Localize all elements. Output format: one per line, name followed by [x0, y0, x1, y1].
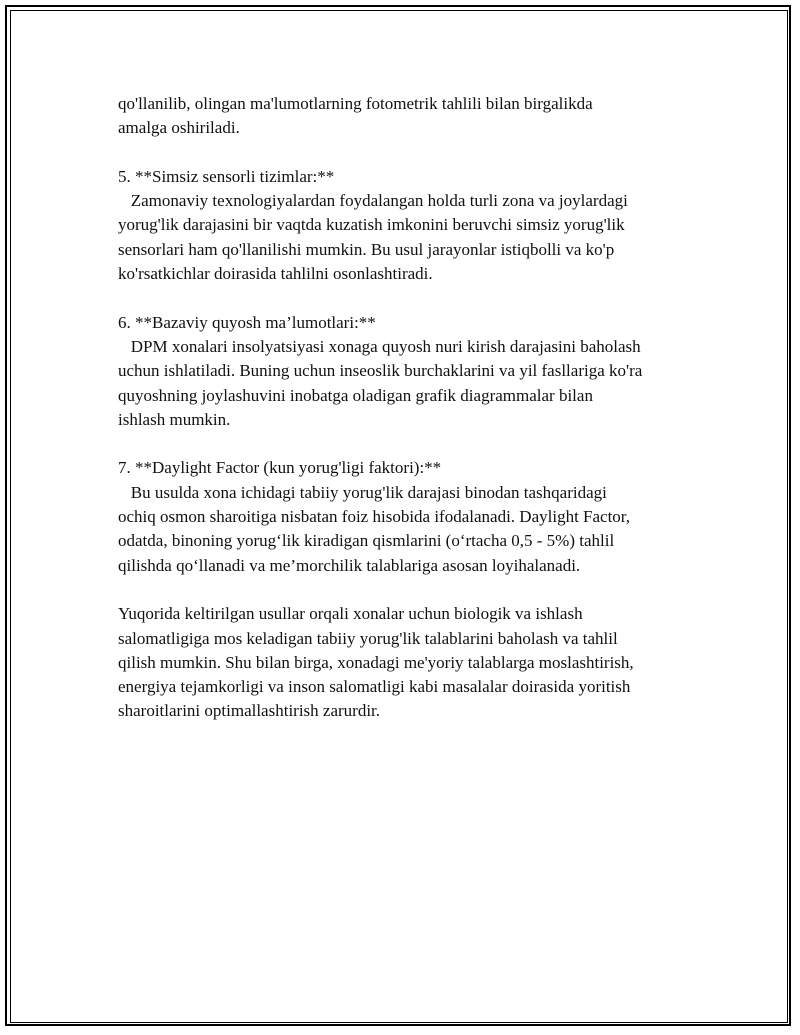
paragraph-daylight-factor: [118, 456, 708, 577]
text-line: qo'llanilib, olingan ma'lumotlarning fotometrik tahlili bilan birgalikda: [118, 94, 593, 113]
text-line: energiya tejamkorligi va inson salomatligi kabi masalalar doirasida yoritish: [118, 677, 631, 697]
paragraph-continuation: [118, 92, 708, 141]
text-line: DPM xonalari insolyatsiyasi xonaga quyosh nuri kirish darajasini baholash: [118, 336, 641, 356]
text-line: qilishda qo‘llanadi va me’morchilik talablariga asosan loyihalanadi.: [118, 555, 581, 575]
section-heading: 6. **Bazaviy quyosh ma’lumotlari:**: [118, 312, 376, 332]
section-heading: 5. **Simsiz sensorli tizimlar:**: [118, 166, 335, 186]
text-line: Bu usulda xona ichidagi tabiiy yorug'lik darajasi binodan tashqaridagi: [118, 482, 607, 502]
text-line: salomatligiga mos keladigan tabiiy yorug'lik talablarini baholash va tahlil: [118, 628, 618, 648]
text-line: ishlash mumkin.: [118, 409, 231, 429]
text-line: amalga oshiriladi.: [118, 118, 240, 138]
text-line: sensorlari ham qo'llanilishi mumkin. Bu usul jarayonlar istiqbolli va ko'p: [118, 239, 615, 259]
text-line: uchun ishlatiladi. Buning uchun inseoslik burchaklarini va yil fasllariga ko'ra: [118, 361, 643, 381]
text-line: qilish mumkin. Shu bilan birga, xonadagi me'yoriy talablarga moslashtirish,: [118, 652, 634, 672]
text-line: odatda, binoning yorug‘lik kiradigan qismlarini (o‘rtacha 0,5 - 5%) tahlil: [118, 531, 615, 551]
text-line: sharoitlarini optimallashtirish zarurdir.: [118, 701, 381, 721]
text-line: Yuqorida keltirilgan usullar orqali xonalar uchun biologik va ishlash: [118, 604, 583, 624]
text-line: ko'rsatkichlar doirasida tahlilni osonlashtiradi.: [118, 264, 433, 284]
paragraph-solar-data: [118, 311, 708, 432]
text-line: Zamonaviy texnologiyalardan foydalangan holda turli zona va joylardagi: [118, 191, 628, 211]
document-body: [118, 92, 708, 724]
section-heading: 7. **Daylight Factor (kun yorug'ligi faktori):**: [118, 458, 442, 478]
text-line: ochiq osmon sharoitiga nisbatan foiz hisobida ifodalanadi. Daylight Factor,: [118, 507, 631, 527]
text-line: quyoshning joylashuvini inobatga oladigan grafik diagrammalar bilan: [118, 385, 593, 405]
text-line: yorug'lik darajasini bir vaqtda kuzatish imkonini beruvchi simsiz yorug'lik: [118, 215, 625, 235]
paragraph-wireless-sensors: [118, 165, 708, 286]
paragraph-conclusion: [118, 602, 708, 723]
